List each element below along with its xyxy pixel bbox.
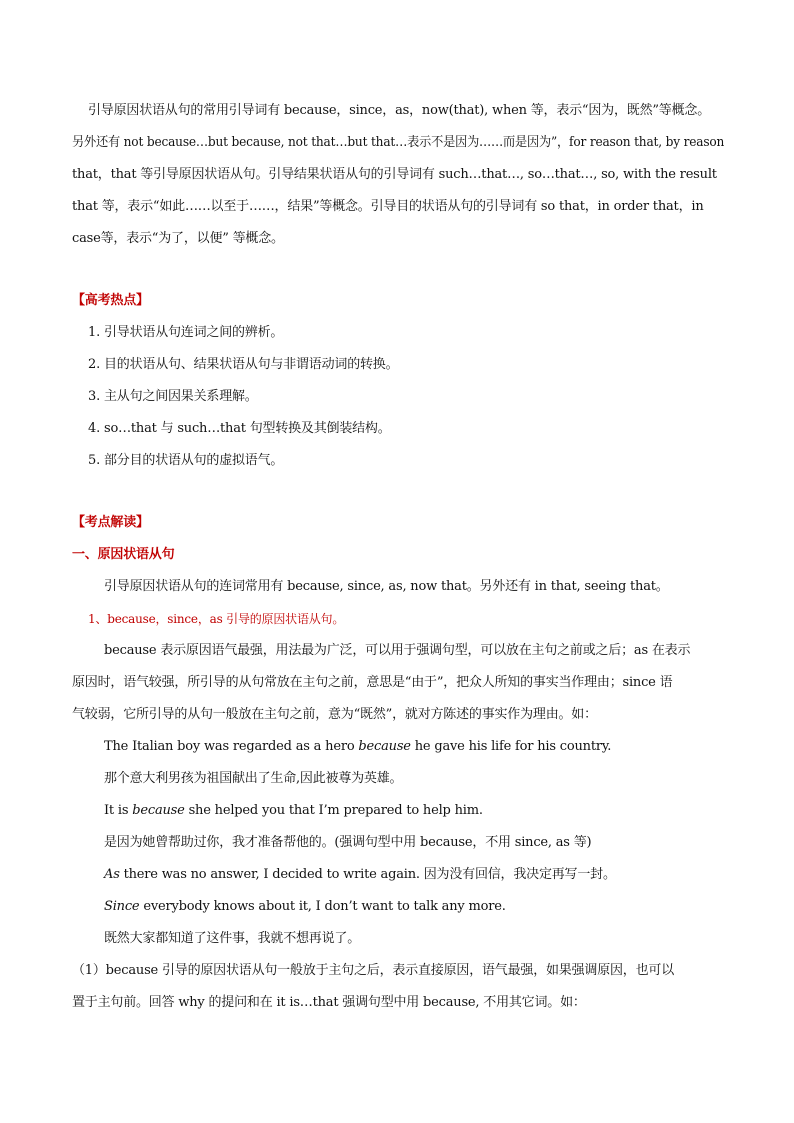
hot-item-text: 引导状语从句连词之间的辨析。 bbox=[104, 325, 284, 340]
hot-item bbox=[88, 355, 398, 375]
intro-line-3: that，that 等引导原因状语从句。引导结果状语从句的引导词有 such…that…, so…that…, so, with the result bbox=[72, 167, 717, 182]
example-text: It is bbox=[104, 803, 133, 818]
intro-line-5: case等，表示“为了，以便” 等概念。 bbox=[72, 231, 284, 246]
analysis-para-2-line-1: because 表示原因语气最强，用法最为广泛，可以用于强调句型，可以放在主句之前或之后；as 在表示 bbox=[104, 643, 691, 658]
hot-item-text: 部分目的状语从句的虚拟语气。 bbox=[104, 453, 284, 468]
intro-line-4: that 等，表示“如此……以至于……，结果”等概念。引导目的状语从句的引导词有 so that，in order that，in bbox=[72, 199, 704, 214]
analysis-para-1: 引导原因状语从句的连词常用有 because, since, as, now that。另外还有 in that, seeing that。 bbox=[104, 579, 669, 594]
hot-item bbox=[88, 451, 283, 471]
hot-item bbox=[88, 387, 258, 407]
hot-item bbox=[88, 419, 391, 439]
example-keyword: because bbox=[132, 803, 185, 818]
example-1-en bbox=[104, 737, 611, 757]
example-text: The Italian boy was regarded as a hero bbox=[104, 739, 359, 754]
intro-line-1: 引导原因状语从句的常用引导词有 because，since，as，now(that), when 等，表示“因为，既然”等概念。 bbox=[88, 103, 711, 118]
hot-item-number: 1. bbox=[88, 325, 101, 340]
example-1-cn: 那个意大利男孩为祖国献出了生命,因此被尊为英雄。 bbox=[104, 771, 403, 786]
example-text: she helped you that I’m prepared to help him. bbox=[184, 803, 483, 818]
analysis-heading: 【考点解读】 bbox=[72, 515, 149, 530]
hot-item bbox=[88, 323, 283, 343]
section-title-cause-clause: 一、原因状语从句 bbox=[72, 547, 175, 562]
example-keyword: Since bbox=[104, 899, 140, 914]
hot-item-number: 5. bbox=[88, 453, 101, 468]
example-text: everybody knows about it, I don’t want to talk any more. bbox=[139, 899, 506, 914]
analysis-para-2-line-3: 气较弱，它所引导的从句一般放在主句之前，意为“既然”，就对方陈述的事实作为理由。如： bbox=[72, 707, 597, 722]
analysis-para-3-line-2: 置于主句前。回答 why 的提问和在 it is…that 强调句型中用 because, 不用其它词。如： bbox=[72, 995, 586, 1010]
example-4-cn: 既然大家都知道了这件事，我就不想再说了。 bbox=[104, 931, 361, 946]
hot-item-text: 主从句之间因果关系理解。 bbox=[104, 389, 258, 404]
example-text: he gave his life for his country. bbox=[410, 739, 612, 754]
hot-item-number: 4. bbox=[88, 421, 101, 436]
hot-heading: 【高考热点】 bbox=[72, 293, 149, 308]
example-2-en bbox=[104, 801, 483, 821]
example-keyword: because bbox=[358, 739, 411, 754]
subsection-title: 1、because，since，as 引导的原因状语从句。 bbox=[88, 612, 345, 626]
example-3 bbox=[104, 865, 616, 885]
hot-item-text: so…that 与 such…that 句型转换及其倒装结构。 bbox=[104, 421, 391, 436]
example-2-cn: 是因为她曾帮助过你，我才准备帮他的。(强调句型中用 because，不用 since, as 等) bbox=[104, 835, 592, 850]
hot-item-number: 2. bbox=[88, 357, 101, 372]
hot-item-text: 目的状语从句、结果状语从句与非谓语动词的转换。 bbox=[104, 357, 399, 372]
example-text: there was no answer, I decided to write again. 因为没有回信，我决定再写一封。 bbox=[119, 867, 616, 882]
hot-item-number: 3. bbox=[88, 389, 101, 404]
intro-line-2: 另外还有 not because…but because, not that…but that…表示不是因为……而是因为”，for reason that, by reason bbox=[72, 135, 725, 150]
example-keyword: As bbox=[104, 867, 120, 882]
example-4-en bbox=[104, 897, 506, 917]
analysis-para-3-line-1: （1）because 引导的原因状语从句一般放于主句之后，表示直接原因，语气最强，如果强调原因，也可以 bbox=[72, 963, 674, 978]
analysis-para-2-line-2: 原因时，语气较强，所引导的从句常放在主句之前，意思是“由于”，把众人所知的事实当作理由；since 语 bbox=[72, 675, 673, 690]
